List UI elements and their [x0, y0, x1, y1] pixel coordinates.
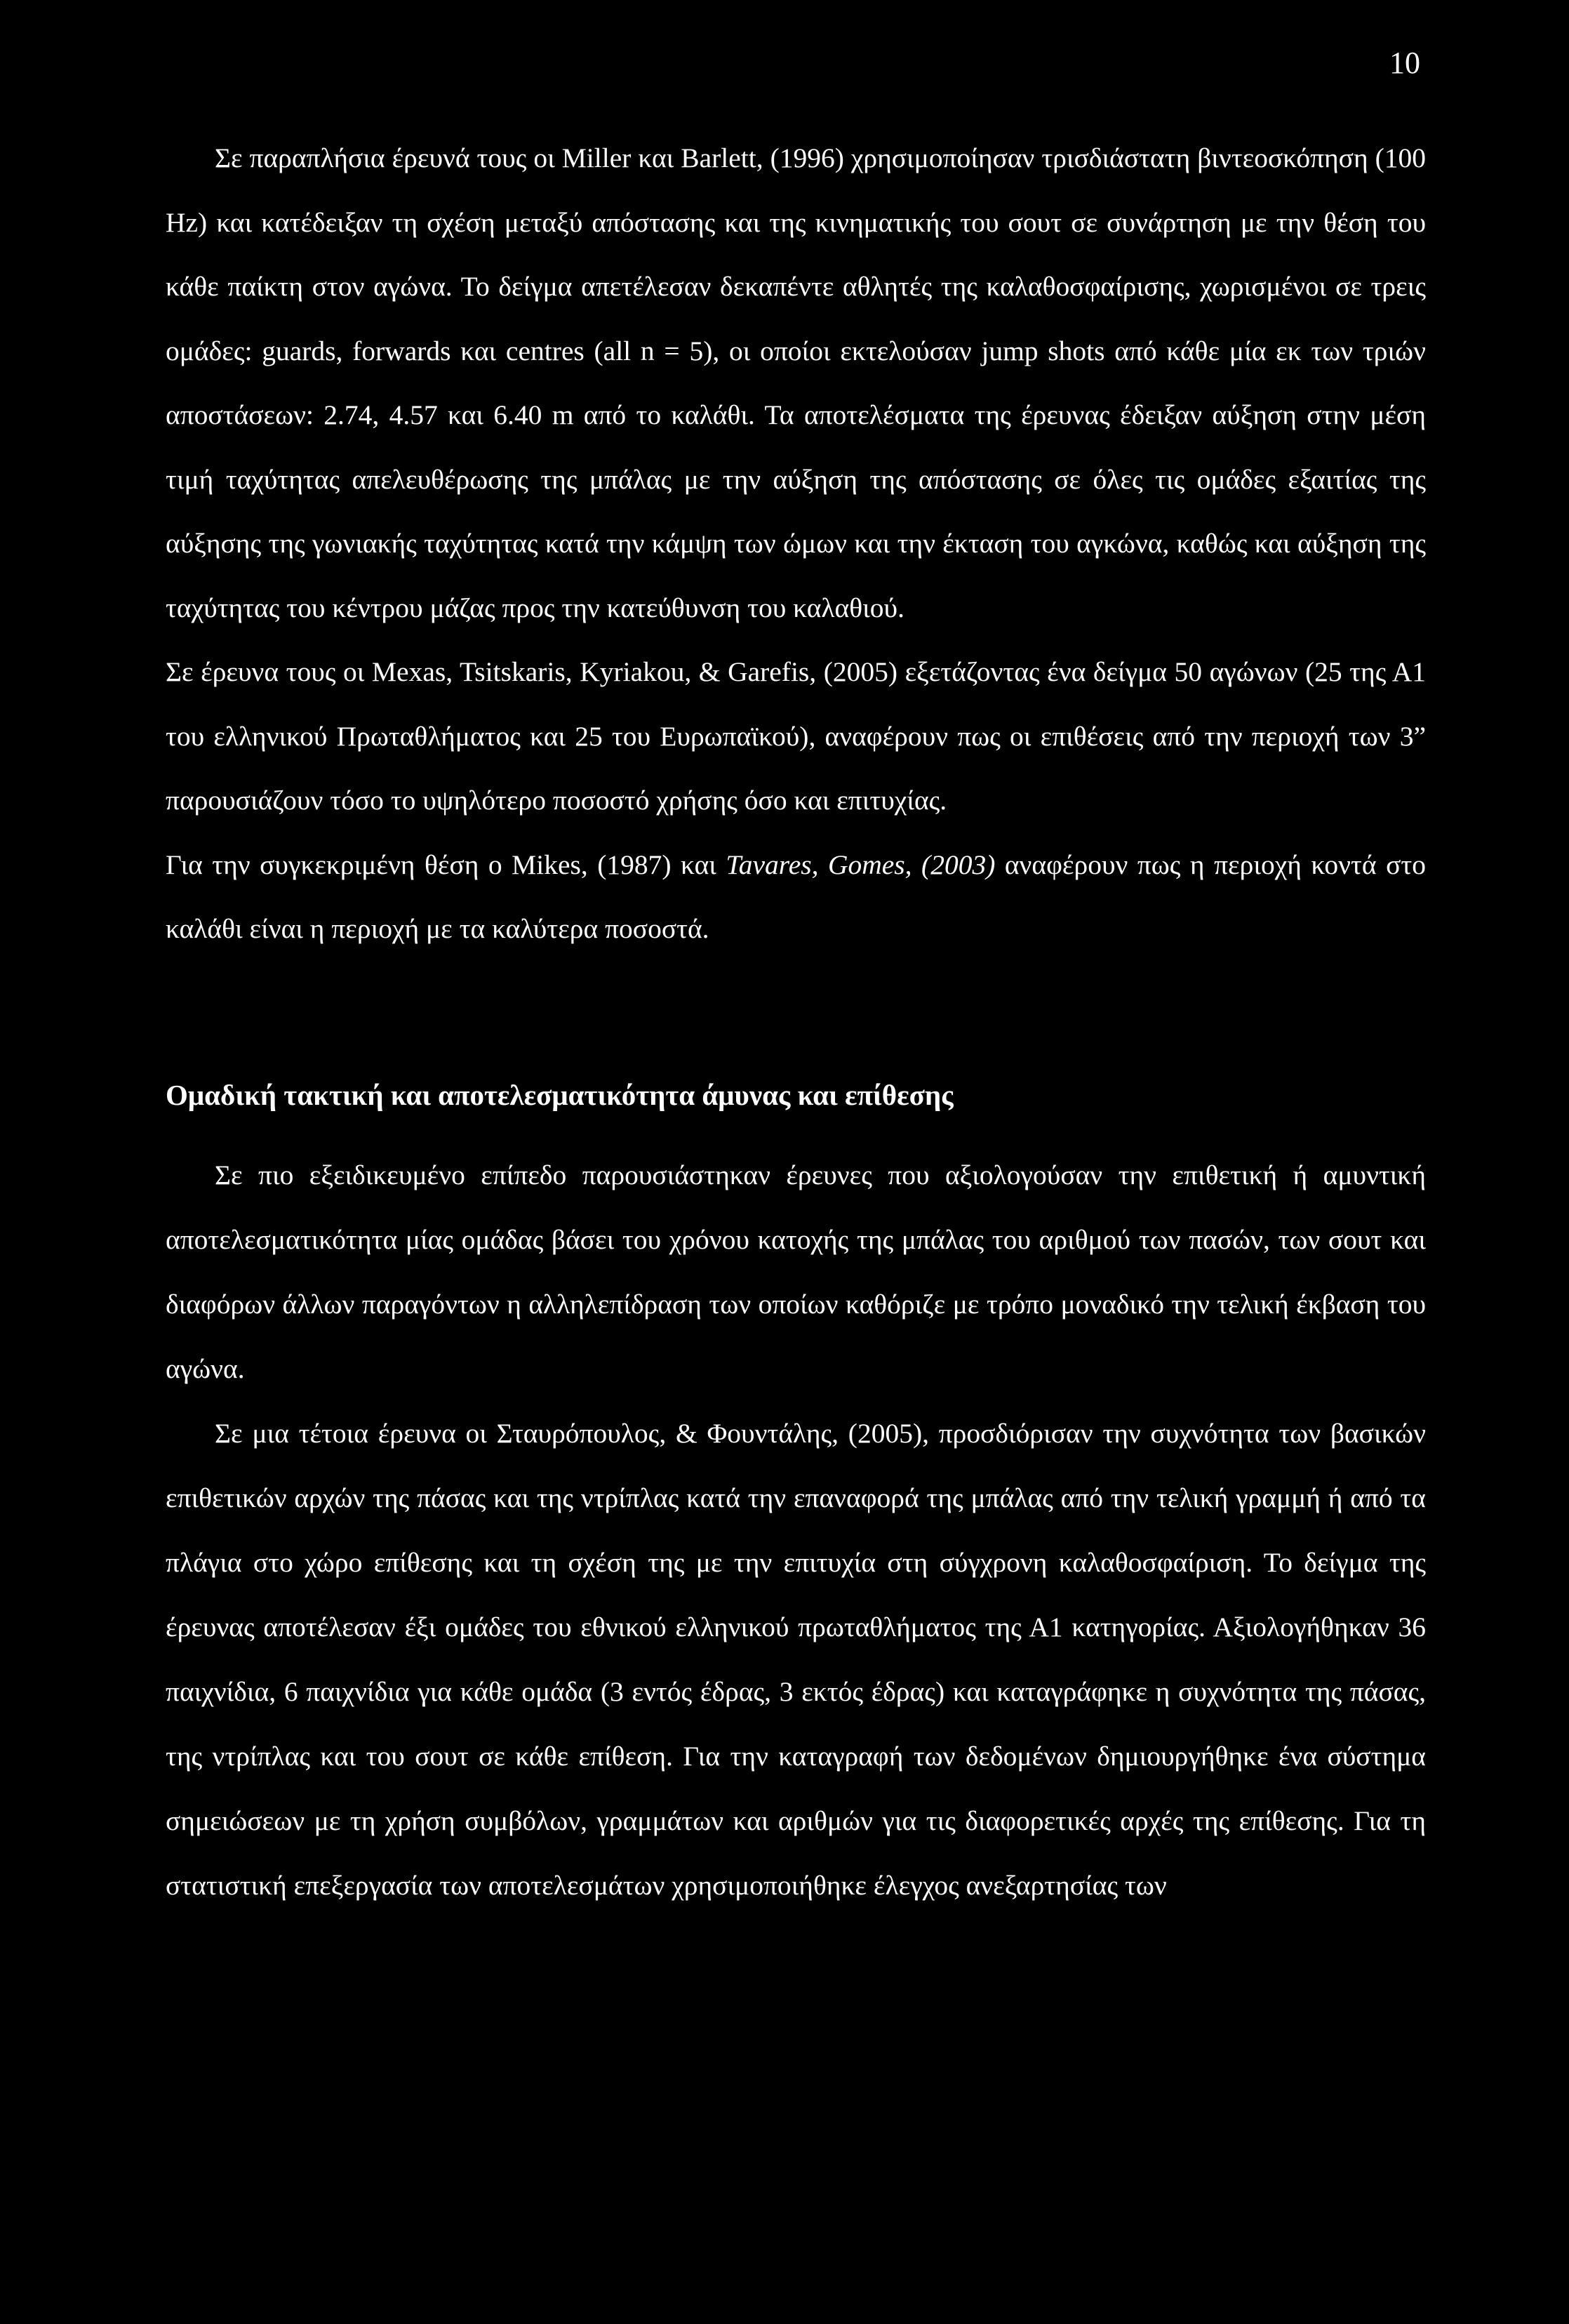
citation-tavares-gomes: Tavares, Gomes, (2003) [726, 849, 996, 880]
page-number: 10 [1389, 46, 1420, 80]
paragraph-miller-barlett: Σε παραπλήσια έρευνά τους οι Miller και Barlett, (1996) χρησιμοποίησαν τρισδιάστατη βιντεοσκόπηση (100 Hz) και κατέδειξαν τη σχέση μεταξύ απόστασης και της κινηματικής του σουτ σε συνάρτηση με την θέση του κάθε παίκτη στον αγώνα. Το δείγμα απετέλεσαν δεκαπέντε αθλητές της καλαθοσφαίρισης, χωρισμένοι σε τρεις ομάδες: guards, forwards και centres (all n = 5), οι οποίοι εκτελούσαν jump shots από κάθε μία εκ των τριών αποστάσεων: 2.74, 4.57 και 6.40 m από το καλάθι. Τα αποτελέσματα της έρευνας έδειξαν αύξηση στην μέση τιμή ταχύτητας απελευθέρωσης της μπάλας με την αύξηση της απόστασης σε όλες τις ομάδες εξαιτίας της αύξησης της γωνιακής ταχύτητας κατά την κάμψη των ώμων και την έκταση του αγκώνα, καθώς και αύξηση της ταχύτητας του κέντρου μάζας προς την κατεύθυνση του καλαθιού. [166, 142, 1426, 623]
paragraph-mexas: Σε έρευνα τους οι Mexas, Tsitskaris, Kyriakou, & Garefis, (2005) εξετάζοντας ένα δείγμα 50 αγώνων (25 της Α1 του ελληνικού Πρωταθλήματος και 25 του Ευρωπαϊκού), αναφέρουν πως οι επιθέσεις από την περιοχή των 3” παρουσιάζουν τόσο το υψηλότερο ποσοστό χρήσης όσο και επιτυχίας. [166, 656, 1426, 816]
paragraph-mikes-text-end: αναφέρουν πως η περιοχή κοντά στο καλάθι είναι η περιοχή με τα καλύτερα ποσοστά. [166, 849, 1426, 944]
page-content [166, 126, 1426, 1918]
section-body [166, 1143, 1426, 1918]
section-heading: Ομαδική τακτική και αποτελεσματικότητα άμυνας και επίθεσης [166, 1078, 954, 1111]
paragraph-mikes [166, 833, 1426, 962]
paragraph-mikes-text: Για την συγκεκριμένη θέση ο Mikes, (1987) και [166, 849, 726, 880]
paragraph-stavropoulos: Σε μια τέτοια έρευνα οι Σταυρόπουλος, & Φουντάλης, (2005), προσδιόρισαν την συχνότητα των βασικών επιθετικών αρχών της πάσας και της ντρίπλας κατά την επαναφορά της μπάλας από την τελική γραμμή ή από τα πλάγια στο χώρο επίθεσης και τη σχέση της με την επιτυχία στη σύγχρονη καλαθοσφαίριση. Το δείγμα της έρευνας αποτέλεσαν έξι ομάδες του εθνικού ελληνικού πρωταθλήματος της Α1 κατηγορίας. Αξιολογήθηκαν 36 παιχνίδια, 6 παιχνίδια για κάθε ομάδα (3 εντός έδρας, 3 εκτός έδρας) και καταγράφηκε η συχνότητα της πάσας, της ντρίπλας και του σουτ σε κάθε επίθεση. Για την καταγραφή των δεδομένων δημιουργήθηκε ένα σύστημα σημειώσεων με τη χρήση συμβόλων, γραμμάτων και αριθμών για τις διαφορετικές αρχές της επίθεσης. Για τη στατιστική επεξεργασία των αποτελεσμάτων χρησιμοποιήθηκε έλεγχος ανεξαρτησίας των [166, 1417, 1426, 1901]
paragraph-specialized-research: Σε πιο εξειδικευμένο επίπεδο παρουσιάστηκαν έρευνες που αξιολογούσαν την επιθετική ή αμυντική αποτελεσματικότητα μίας ομάδας βάσει του χρόνου κατοχής της μπάλας του αριθμού των πασών, των σουτ και διαφόρων άλλων παραγόντων η αλληλεπίδραση των οποίων καθόριζε με τρόπο μοναδικό την τελική έκβαση του αγώνα. [166, 1159, 1426, 1384]
